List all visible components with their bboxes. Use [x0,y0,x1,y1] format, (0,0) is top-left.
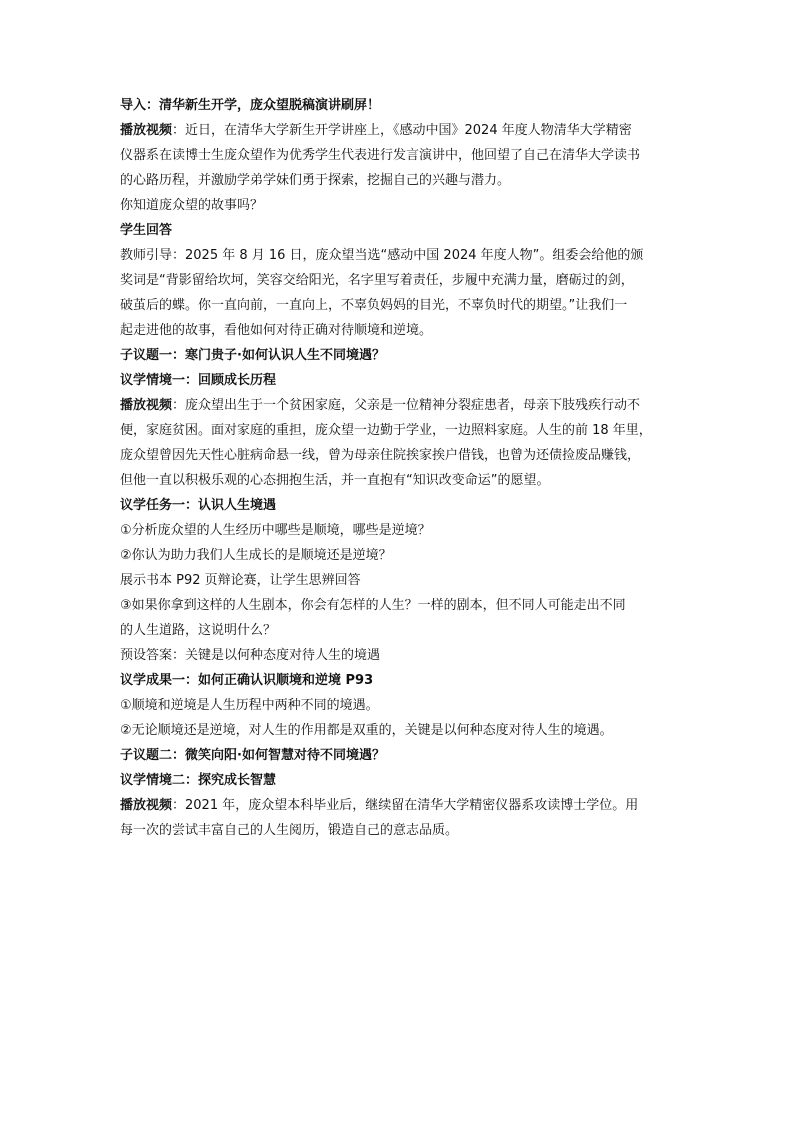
result1-p2: ②无论顺境还是逆境，对人生的作用都是双重的，关键是以何种态度对待人生的境遇。 [120,723,613,738]
video1-label: 播放视频 [120,123,173,138]
task1-q1-paragraph [120,522,680,539]
video3-label: 播放视频 [120,798,173,813]
task1-title: 议学任务一：认识人生境遇 [120,498,277,513]
situation2-heading: 议学情境二：探究成长智慧 [120,773,277,788]
teacher-guide-line-2: 奖词是“背影留给坎坷，笑容交给阳光，名字里写着责任，步履中充满力量，磨砺过的剑， [120,273,634,288]
task1-title-paragraph [120,497,680,514]
result1-title: 议学成果一：如何正确认识顺境和逆境 P93 [120,673,374,688]
result1-p2-paragraph [120,722,680,739]
situation1-paragraph [120,372,680,389]
situation2-paragraph [120,772,680,789]
intro-label: 导入： [120,98,160,113]
result1-p1-paragraph [120,697,680,714]
video2-line-2: 便，家庭贫困。面对家庭的重担，庞众望一边勤于学业，一边照料家庭。人生的前 18 年里， [120,423,652,438]
task1-preset-answer-paragraph [120,647,680,664]
video2-line-4: 但他一直以积极乐观的心态拥抱生活，并一直抱有“知识改变命运”的愿望。 [120,473,550,488]
video2-line-1 [120,397,680,414]
teacher-guide-paragraph [120,247,680,339]
video1-text-1: ：近日，在清华大学新生开学讲座上，《感动中国》2024 年度人物清华大学精密 [172,123,632,138]
video1-line-2: 仪器系在读博士生庞众望作为优秀学生代表进行发言演讲中，他回望了自己在清华大学读书 [120,148,641,163]
video3-line-2: 每一次的尝试丰富自己的人生阅历，锻造自己的意志品质。 [120,823,459,838]
video2-paragraph [120,397,680,489]
video1-line-1 [120,122,680,139]
teacher-guide-line-1: 教师引导：2025 年 8 月 16 日，庞众望当选“感动中国 2024 年度人物”。组委会给他的颁 [120,248,644,263]
task1-q3-paragraph [120,597,680,639]
intro-line [120,97,680,114]
task1-note-paragraph [120,572,680,589]
question1: 你知道庞众望的故事吗？ [120,198,264,213]
teacher-guide-line-3: 破茧后的蝶。你一直向前，一直向上，不辜负妈妈的目光，不辜负时代的期望。”让我们一 [120,298,628,313]
situation1-heading: 议学情境一：回顾成长历程 [120,373,277,388]
subtopic2-heading: 子议题二：微笑向阳·如何智慧对待不同境遇？ [120,748,385,763]
video3-paragraph [120,797,680,839]
teacher-guide-line-4: 起走进他的故事，看他如何对待正确对待顺境和逆境。 [120,323,433,338]
video3-line-1 [120,797,680,814]
subtopic2-paragraph [120,747,680,764]
video1-paragraph [120,122,680,189]
video3-text-1: ：2021 年，庞众望本科毕业后，继续留在清华大学精密仪器系攻读博士学位。用 [172,798,639,813]
task1-q1: ①分析庞众望的人生经历中哪些是顺境，哪些是逆境？ [120,523,431,538]
result1-title-paragraph [120,672,680,689]
video2-text-1: ：庞众望出生于一个贫困家庭，父亲是一位精神分裂症患者，母亲下肢残疾行动不 [172,398,641,413]
task1-q3-line-2: 的人生道路，这说明什么？ [120,623,277,638]
video1-line-3: 的心路历程，并激励学弟学妹们勇于探索，挖掘自己的兴趣与潜力。 [120,173,511,188]
task1-q3-line-1: ③如果你拿到这样的人生剧本，你会有怎样的人生？一样的剧本，但不同人可能走出不同 [120,598,626,613]
task1-note: 展示书本 P92 页辩论赛，让学生思辨回答 [120,573,361,588]
result1-p1: ①顺境和逆境是人生历程中两种不同的境遇。 [120,698,379,713]
subtopic1-heading: 子议题一：寒门贵子·如何认识人生不同境遇？ [120,348,385,363]
intro-text: 清华新生开学，庞众望脱稿演讲刷屏！ [159,98,381,113]
task1-q2: ②你认为助力我们人生成长的是顺境还是逆境？ [120,548,392,563]
document-page [120,97,680,847]
video2-label: 播放视频 [120,398,173,413]
student-answer-paragraph [120,222,680,239]
task1-q2-paragraph [120,547,680,564]
intro-paragraph [120,97,680,114]
student-answer: 学生回答 [120,223,173,238]
question1-paragraph [120,197,680,214]
subtopic1-paragraph [120,347,680,364]
video2-line-3: 庞众望曾因先天性心脏病命悬一线，曾为母亲住院挨家挨户借钱，也曾为还债捡废品赚钱， [120,448,641,463]
task1-preset-answer: 预设答案：关键是以何种态度对待人生的境遇 [120,648,381,663]
